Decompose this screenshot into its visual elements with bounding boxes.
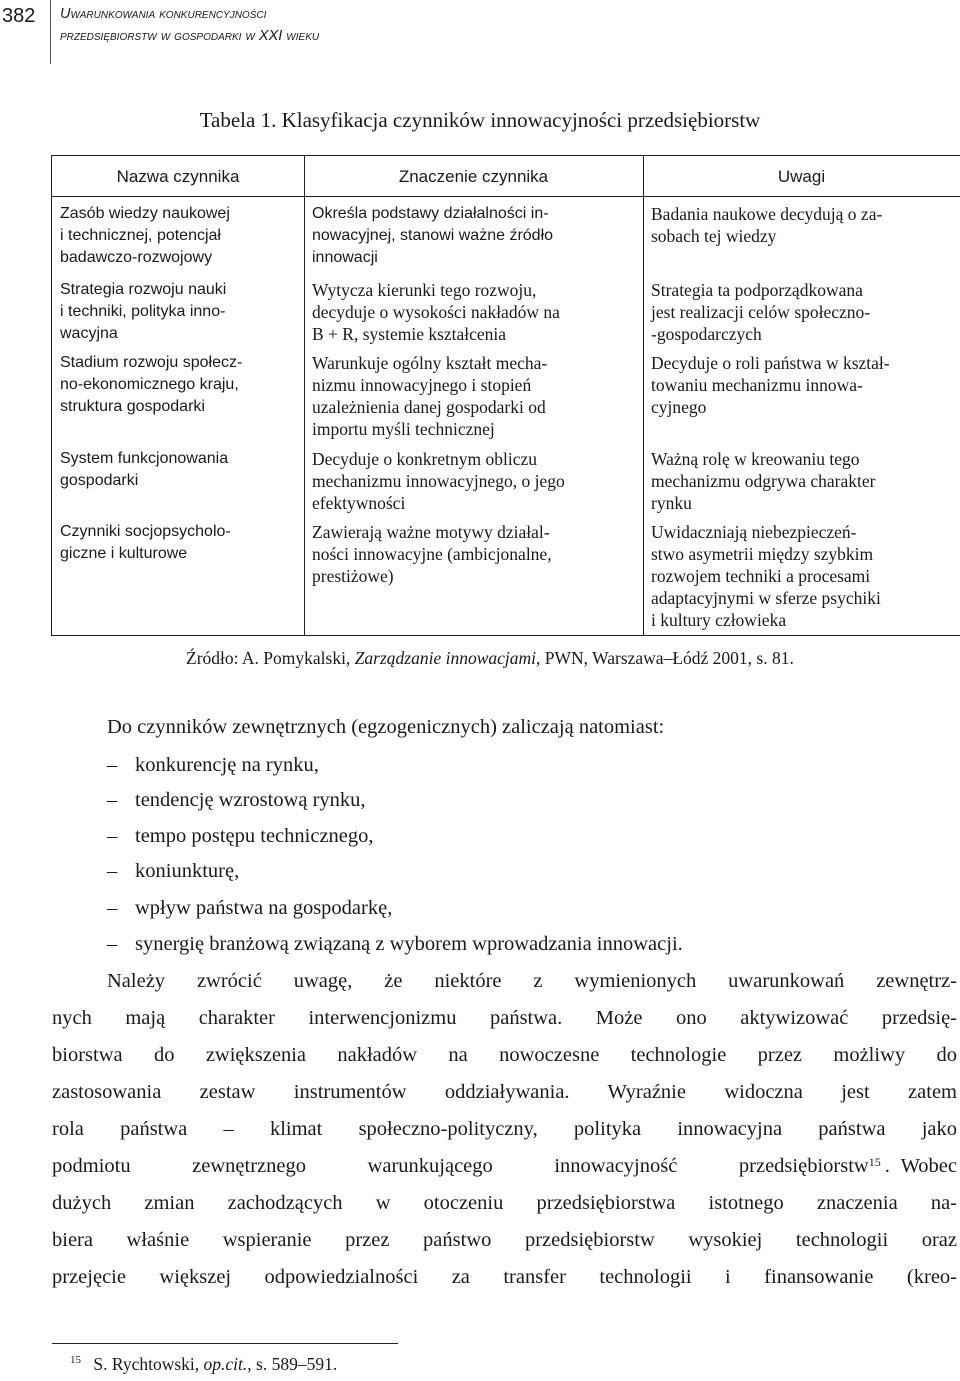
cell-line: mechanizmu odgrywa charakter — [651, 471, 876, 491]
cell-line: Zasób wiedzy naukowej — [60, 205, 230, 222]
cell-line: adaptacyjnymi w sferze psychiki — [651, 588, 881, 608]
cell-line: B + R, systemie kształcenia — [312, 324, 507, 344]
cell-line: badawczo-rozwojowy — [60, 249, 213, 266]
list-item — [107, 754, 319, 777]
paragraph-line: biera właśnie wspieranie przez państwo przedsiębiorstw wysokiej technologii oraz — [52, 1229, 957, 1251]
cell-line: Stadium rozwoju społecz- — [60, 354, 243, 371]
table-cell-name-1 — [60, 203, 296, 269]
paragraph-line: zastosowania zestaw instrumentów oddziaływania. Wyraźnie widoczna jest zatem — [52, 1081, 957, 1103]
table-cell-name-2 — [60, 279, 296, 345]
cell-line: Warunkuje ogólny kształt mecha- — [312, 353, 548, 373]
cell-line: i techniki, polityka inno- — [60, 303, 226, 320]
cell-line: uzależnienia danej gospodarki od — [312, 397, 546, 417]
list-item — [107, 860, 239, 883]
page-number: 382 — [2, 5, 36, 27]
footnote-italic: op.cit. — [203, 1354, 248, 1374]
paragraph-line — [52, 1155, 957, 1178]
paragraph-line: Należy zwrócić uwagę, że niektóre z wymienionych uwarunkowań zewnętrz- — [107, 970, 957, 992]
list-item-text: tendencję wzrostową rynku, — [135, 789, 366, 811]
dash-bullet: – — [107, 860, 118, 882]
cell-line: wacyjna — [60, 325, 118, 342]
table-header-meaning: Znaczenie czynnika — [398, 167, 549, 186]
cell-line: -gospodarczych — [651, 324, 762, 344]
cell-line: Czynniki socjopsycholo- — [60, 523, 231, 540]
running-title-line1: Uwarunkowania konkurencyjności — [60, 6, 267, 22]
table-cell-meaning-4 — [312, 448, 639, 514]
cell-line: giczne i kulturowe — [60, 545, 188, 562]
cell-line: sobach tej wiedzy — [651, 226, 777, 246]
table-cell-notes-2 — [651, 279, 953, 345]
cell-line: i kultury człowieka — [651, 610, 787, 630]
source-prefix: Źródło: A. Pomykalski, — [186, 648, 355, 668]
list-item — [107, 825, 374, 848]
table-header-notes: Uwagi — [777, 167, 826, 186]
table-caption: Tabela 1. Klasyfikacja czynników innowacyjności przedsiębiorstw — [199, 108, 761, 132]
cell-line: prestiżowe) — [312, 566, 394, 586]
cell-line: no-ekonomicznego kraju, — [60, 376, 239, 393]
cell-line: Ważną rolę w kreowaniu tego — [651, 449, 860, 469]
cell-line: Określa podstawy działalności in- — [312, 205, 549, 222]
body-intro: Do czynników zewnętrznych (egzogenicznych) zaliczają natomiast: — [107, 716, 665, 738]
cell-line: ności innowacyjne (ambicjonalne, — [312, 544, 552, 564]
table-cell-meaning-2 — [312, 279, 639, 345]
cell-line: Zawierają ważne motywy działal- — [312, 522, 550, 542]
cell-line: stwo asymetrii między szybkim — [651, 544, 874, 564]
footnote-ref: 15 — [868, 1155, 881, 1169]
cell-line: nowacyjnej, stanowi ważne źródło — [312, 227, 554, 244]
table-cell-notes-4 — [651, 448, 953, 514]
cell-line: towaniu mechanizmu innowa- — [651, 375, 863, 395]
table-cell-name-5 — [60, 521, 296, 565]
cell-line: nizmu innowacyjnego i stopień — [312, 375, 532, 395]
list-item — [107, 933, 683, 956]
dash-bullet: – — [107, 897, 118, 919]
paragraph-line: przejęcie większej odpowiedzialności za transfer technologii i finansowanie (kreo- — [52, 1266, 957, 1288]
table-header-rule — [52, 196, 960, 197]
cell-line: decyduje o wysokości nakładów na — [312, 302, 560, 322]
list-item-text: synergię branżową związaną z wyborem wprowadzania innowacji. — [135, 933, 683, 955]
list-item-text: konkurencję na rynku, — [135, 754, 319, 776]
cell-line: Wytycza kierunki tego rozwoju, — [312, 280, 537, 300]
running-title-line2: przedsiębiorstw w gospodarki w XXI wieku — [60, 28, 320, 44]
cell-line: efektywności — [312, 493, 406, 513]
footnote-number: 15 — [70, 1354, 81, 1367]
cell-line: Decyduje o roli państwa w kształ- — [651, 353, 890, 373]
dash-bullet: – — [107, 933, 118, 955]
dash-bullet: – — [107, 789, 118, 811]
table-cell-notes-1 — [651, 203, 953, 247]
footnote — [70, 1354, 337, 1375]
cell-line: System funkcjonowania — [60, 450, 229, 467]
table-cell-meaning-3 — [312, 352, 639, 440]
cell-line: gospodarki — [60, 472, 139, 489]
header-divider — [50, 0, 51, 64]
list-item-text: wpływ państwa na gospodarkę, — [135, 897, 393, 919]
cell-line: jest realizacji celów społeczno- — [651, 302, 871, 322]
footnote-rule — [52, 1343, 398, 1344]
list-item — [107, 897, 392, 920]
table-header-name: Nazwa czynnika — [116, 167, 240, 186]
cell-line: innowacji — [312, 249, 378, 266]
cell-line: importu myśli technicznej — [312, 419, 495, 439]
table-cell-name-3 — [60, 352, 296, 418]
cell-line: Strategia rozwoju nauki — [60, 281, 227, 298]
list-item-text: koniunkturę, — [135, 860, 240, 882]
cell-line: mechanizmu innowacyjnego, o jego — [312, 471, 565, 491]
cell-line: rozwojem techniki a procesami — [651, 566, 871, 586]
paragraph-line: rola państwa – klimat społeczno-polityczny, polityka innowacyjna państwa jako — [52, 1118, 957, 1140]
list-item — [107, 789, 366, 812]
cell-line: cyjnego — [651, 397, 707, 417]
table-cell-meaning-5 — [312, 521, 639, 587]
paragraph-line: dużych zmian zachodzących w otoczeniu przedsiębiorstwa istotnego znaczenia na- — [52, 1192, 957, 1214]
cell-line: i technicznej, potencjał — [60, 227, 221, 244]
footnote-suffix: , s. 589–591. — [247, 1354, 338, 1374]
table-cell-name-4 — [60, 448, 296, 492]
footnote-prefix: S. Rychtowski, — [93, 1354, 204, 1374]
table-col-divider-2 — [643, 156, 644, 635]
table-cell-notes-5 — [651, 521, 953, 631]
factors-table — [51, 155, 960, 636]
cell-line: Strategia ta podporządkowana — [651, 280, 863, 300]
cell-line: Uwidaczniają niebezpieczeń- — [651, 522, 857, 542]
cell-line: Decyduje o konkretnym obliczu — [312, 449, 538, 469]
paragraph-line: biorstwa do zwiększenia nakładów na nowoczesne technologie przez możliwy do — [52, 1044, 957, 1066]
table-source — [186, 648, 794, 669]
table-cell-meaning-1 — [312, 203, 639, 269]
cell-line: struktura gospodarki — [60, 398, 205, 415]
source-title: Zarządzanie innowacjami — [354, 648, 537, 668]
paragraph-line-start: podmiotu zewnętrznego warunkującego innowacyjność przedsiębiorstw — [52, 1155, 869, 1177]
dash-bullet: – — [107, 825, 118, 847]
cell-line: rynku — [651, 493, 692, 513]
cell-line: Badania naukowe decydują o za- — [651, 204, 883, 224]
dash-bullet: – — [107, 754, 118, 776]
paragraph-line: nych mają charakter interwencjonizmu państwa. Może ono aktywizować przedsię- — [52, 1007, 957, 1029]
list-item-text: tempo postępu technicznego, — [135, 825, 374, 847]
table-col-divider-1 — [304, 156, 305, 635]
running-title — [60, 3, 319, 47]
table-cell-notes-3 — [651, 352, 953, 418]
source-suffix: , PWN, Warszawa–Łódź 2001, s. 81. — [536, 648, 794, 668]
paragraph-line-end: . Wobec — [884, 1155, 957, 1177]
